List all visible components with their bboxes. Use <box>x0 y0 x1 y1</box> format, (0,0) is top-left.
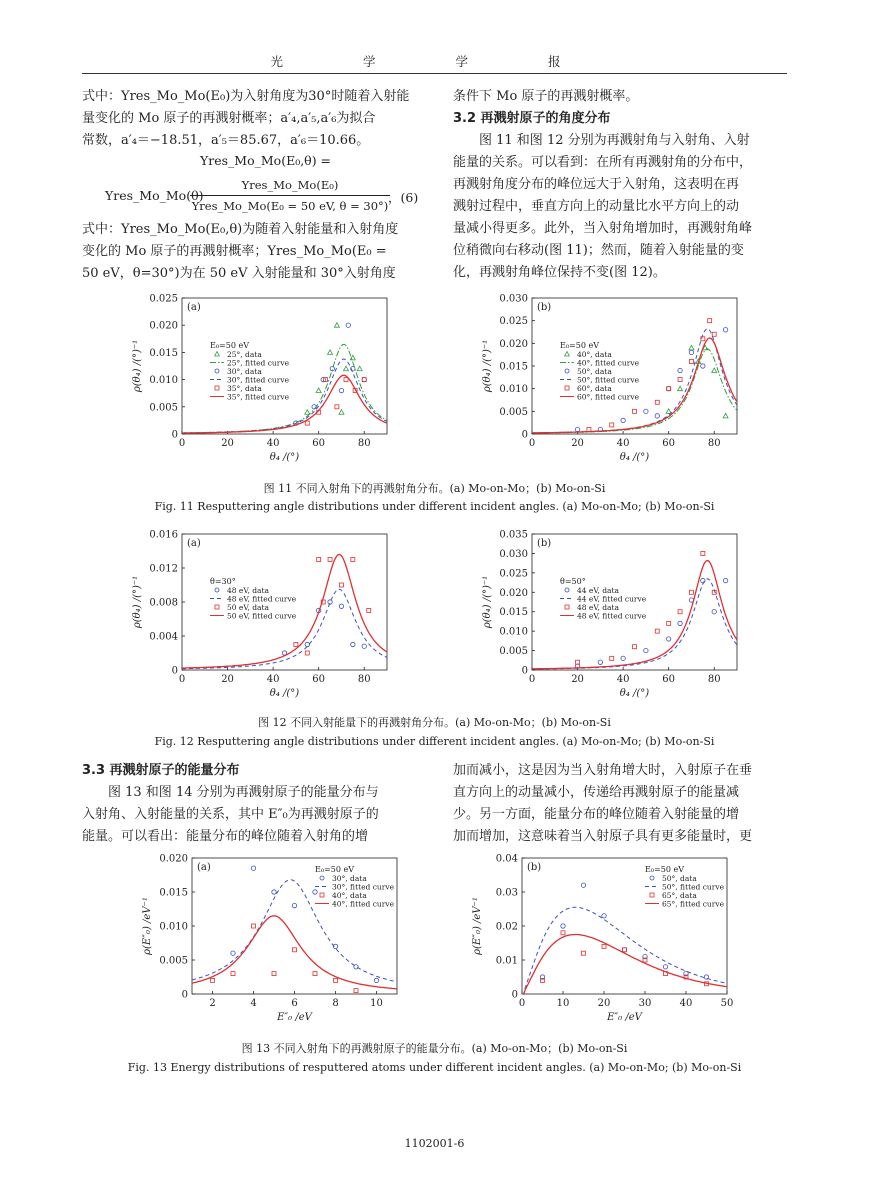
y-tick-label: 0.015 <box>159 887 188 899</box>
text-line: 入射角、入射能量的关系，其中 E″₀为再溅射原子的 <box>82 807 379 822</box>
x-tick-label: 2 <box>209 998 216 1009</box>
panel-label: (a) <box>187 302 201 313</box>
legend-swatch <box>215 369 219 373</box>
data-point <box>712 332 716 336</box>
data-point <box>292 903 296 907</box>
legend-entry: 50 eV, fitted curve <box>227 611 297 621</box>
y-tick-label: 0.025 <box>499 568 528 580</box>
data-point <box>362 377 366 381</box>
chart-12a <box>120 528 400 708</box>
y-tick-label: 0.005 <box>149 402 178 414</box>
panel-label: (a) <box>187 538 201 549</box>
text-line: 加而减小，这是因为当入射角增大时，入射原子在垂 <box>453 763 753 778</box>
right-paragraph <box>453 86 788 284</box>
figure-12-caption: 图 12 不同入射能量下的再溅射角分布。(a) Mo-on-Mo；(b) Mo-on-Si <box>258 716 611 729</box>
data-point <box>701 551 705 555</box>
data-point <box>598 660 602 664</box>
page-number: 1102001-6 <box>404 1137 465 1150</box>
y-tick-label: 0.01 <box>495 955 518 967</box>
data-point <box>305 421 309 425</box>
x-tick-label: 0 <box>528 674 536 685</box>
x-tick-label: 40 <box>266 674 280 685</box>
y-tick-label: 0 <box>171 429 178 441</box>
data-point <box>334 978 338 982</box>
data-point <box>644 648 648 652</box>
text-line: 加而增加，这意味着当入射原子具有更多能量时，更 <box>453 829 753 844</box>
data-point <box>602 944 606 948</box>
fitted-curve <box>532 338 737 433</box>
x-tick-label: 10 <box>556 998 570 1009</box>
x-tick-label: 0 <box>178 674 186 685</box>
legend-entry: 50°, fitted curve <box>662 882 725 892</box>
y-tick-label: 0.010 <box>159 921 188 933</box>
legend-title: E₀=50 eV <box>210 341 249 350</box>
text-line: 量减小得更多。此外，当入射角增加时，再溅射角峰 <box>453 221 753 236</box>
text-line: 常数，a′₄＝−18.51，a′₅＝85.67，a′₆＝10.66。 <box>82 133 370 148</box>
data-point <box>272 972 276 976</box>
data-point <box>666 409 671 414</box>
legend-swatch <box>320 893 324 897</box>
x-tick-label: 80 <box>707 674 721 685</box>
y-tick-label: 0.012 <box>149 563 178 575</box>
x-tick-label: 20 <box>597 998 611 1009</box>
data-point <box>313 890 317 894</box>
data-point <box>708 319 712 323</box>
legend-entry: 44 eV, data <box>577 586 619 595</box>
data-point <box>723 328 727 332</box>
y-tick-label: 0.008 <box>149 597 178 609</box>
legend-entry: 25°, fitted curve <box>227 358 290 368</box>
x-tick-label: 20 <box>571 674 584 685</box>
chart-12b <box>470 528 750 708</box>
y-tick-label: 0 <box>521 665 528 677</box>
section-heading-3-2: 3.2 再溅射原子的角度分布 <box>453 111 611 126</box>
data-point <box>689 345 694 350</box>
legend-entry: 65°, data <box>662 891 697 900</box>
figure-11-caption: 图 11 不同入射角下的再溅射角分布。(a) Mo-on-Mo；(b) Mo-on-Si <box>263 482 606 495</box>
text-line: 50 eV，θ=30°)为在 50 eV 入射能量和 30°入射角度 <box>82 266 396 281</box>
y-tick-label: 0 <box>511 989 518 1001</box>
x-axis-label: θ₄ /(°) <box>269 688 300 699</box>
legend-entry: 50°, data <box>577 367 612 376</box>
data-point <box>610 656 614 660</box>
y-tick-label: 0.020 <box>499 338 528 350</box>
data-point <box>316 388 321 393</box>
data-point <box>354 989 358 993</box>
data-point <box>712 610 716 614</box>
y-tick-label: 0.03 <box>495 887 518 899</box>
legend-entry: 48 eV, data <box>227 586 269 595</box>
data-point <box>339 583 343 587</box>
y-tick-label: 0.015 <box>149 347 178 359</box>
data-point <box>701 337 705 341</box>
data-point <box>344 366 349 371</box>
legend-entry: 60°, data <box>577 384 612 393</box>
x-tick-label: 0 <box>518 998 526 1009</box>
data-point <box>251 866 255 870</box>
y-tick-label: 0.015 <box>499 607 528 619</box>
x-tick-label: 60 <box>662 438 676 449</box>
data-point <box>334 323 339 328</box>
text-line: 化，再溅射角峰位保持不变(图 12)。 <box>453 265 666 280</box>
data-point <box>712 368 717 373</box>
x-tick-label: 80 <box>357 438 371 449</box>
data-point <box>655 629 659 633</box>
y-tick-label: 0.005 <box>159 955 188 967</box>
x-tick-label: 10 <box>370 998 383 1009</box>
journal-header: 光 学 学 报 <box>270 54 599 69</box>
x-axis-label: θ₄ /(°) <box>619 688 650 699</box>
left-paragraph-2 <box>82 219 417 285</box>
y-tick-label: 0.020 <box>149 320 178 332</box>
y-tick-label: 0.030 <box>499 548 528 560</box>
data-point <box>701 364 705 368</box>
data-point <box>678 368 682 372</box>
legend-swatch <box>565 369 569 373</box>
chart-13a <box>130 852 410 1032</box>
data-point <box>689 359 693 363</box>
text-line: 条件下 Mo 原子的再溅射概率。 <box>453 89 639 104</box>
fraction-bar <box>190 195 390 196</box>
x-tick-label: 40 <box>616 438 630 449</box>
legend-entry: 40°, data <box>332 891 367 900</box>
y-tick-label: 0.010 <box>149 375 178 387</box>
legend-swatch <box>215 386 219 390</box>
legend-entry: 30°, fitted curve <box>227 375 290 385</box>
x-tick-label: 20 <box>221 438 234 449</box>
data-point <box>272 890 276 894</box>
header-rule <box>82 73 787 74</box>
text-line: 式中：Yres_Mo_Mo(E₀,θ)为随着入射能量和入射角度 <box>82 222 399 237</box>
text-line: 能量的关系。可以看到：在所有再溅射角的分布中， <box>453 155 753 170</box>
data-point <box>678 378 682 382</box>
legend-swatch <box>320 876 324 880</box>
data-point <box>655 414 659 418</box>
y-tick-label: 0.025 <box>499 316 528 328</box>
data-point <box>344 378 348 382</box>
data-point <box>252 924 256 928</box>
legend-entry: 60°, fitted curve <box>577 392 640 402</box>
equation-line-top: Yres_Mo_Mo(E₀,θ) = <box>200 153 332 168</box>
data-point <box>305 642 309 646</box>
legend-swatch <box>650 876 654 880</box>
data-point <box>317 558 321 562</box>
data-point <box>346 323 350 327</box>
data-point <box>231 951 235 955</box>
x-tick-label: 6 <box>291 998 298 1009</box>
fitted-curve <box>522 935 727 995</box>
legend-entry: 48 eV, fitted curve <box>577 611 647 621</box>
section-3-3-right <box>453 760 788 848</box>
x-axis-label: θ₄ /(°) <box>619 452 650 463</box>
text-line: 图 11 和图 12 分别为再溅射角与入射角、入射 <box>479 133 750 148</box>
x-axis-label: θ₄ /(°) <box>269 452 300 463</box>
legend-entry: 40°, fitted curve <box>577 358 640 368</box>
data-point <box>689 350 693 354</box>
data-point <box>211 978 215 982</box>
legend-swatch <box>565 588 569 592</box>
data-point <box>582 951 586 955</box>
data-point <box>305 651 309 655</box>
text-line: 位稍微向右移动(图 11)；然而，随着入射能量的变 <box>453 243 744 258</box>
legend-entry: 48 eV, data <box>577 603 619 612</box>
panel-label: (b) <box>537 538 552 549</box>
x-tick-label: 60 <box>312 438 326 449</box>
fitted-curve <box>192 916 397 989</box>
legend-title: θ=30° <box>210 577 236 586</box>
legend-entry: 65°, fitted curve <box>662 899 725 909</box>
y-tick-label: 0.030 <box>499 293 528 305</box>
panel-label: (b) <box>537 302 552 313</box>
data-point <box>328 350 333 355</box>
data-point <box>667 621 671 625</box>
legend-title: θ=50° <box>560 577 586 586</box>
x-tick-label: 60 <box>312 674 326 685</box>
y-tick-label: 0.02 <box>495 921 518 933</box>
legend-swatch <box>650 893 654 897</box>
y-tick-label: 0 <box>171 665 178 677</box>
legend-swatch <box>565 352 570 357</box>
text-line: 少。另一方面，能量分布的峰位随着入射能量的增 <box>453 807 740 822</box>
data-point <box>561 924 565 928</box>
legend-entry: 35°, fitted curve <box>227 392 290 402</box>
legend-entry: 25°, data <box>227 350 262 359</box>
legend-title: E₀=50 eV <box>645 865 684 874</box>
y-tick-label: 0 <box>181 989 188 1001</box>
legend-swatch <box>215 588 219 592</box>
x-tick-label: 50 <box>720 998 734 1009</box>
equation-denominator: Yres_Mo_Mo(E₀ = 50 eV, θ = 30°) <box>191 199 389 213</box>
x-tick-label: 40 <box>616 674 630 685</box>
data-point <box>723 578 727 582</box>
x-tick-label: 80 <box>357 674 371 685</box>
y-tick-label: 0.04 <box>495 853 518 865</box>
x-tick-label: 8 <box>332 998 339 1009</box>
legend-entry: 50 eV, data <box>227 603 269 612</box>
panel-label: (b) <box>527 862 542 873</box>
text-line: 溅射过程中，垂直方向上的动量比水平方向上的动 <box>453 199 740 214</box>
data-point <box>339 410 344 415</box>
data-point <box>339 388 343 392</box>
data-point <box>723 413 728 418</box>
chart-11b <box>470 292 750 472</box>
data-point <box>581 883 585 887</box>
figure-13-caption: 图 13 不同入射角下的再溅射原子的能量分布。(a) Mo-on-Mo；(b) Mo-on-Si <box>241 1042 628 1055</box>
legend-entry: 48 eV, fitted curve <box>227 594 297 604</box>
data-point <box>655 400 659 404</box>
data-point <box>633 645 637 649</box>
data-point <box>689 590 693 594</box>
y-tick-label: 0.005 <box>499 646 528 658</box>
x-tick-label: 0 <box>528 438 536 449</box>
x-tick-label: 40 <box>679 998 693 1009</box>
legend-entry: 40°, data <box>577 350 612 359</box>
text-line: 图 13 和图 14 分别为再溅射原子的能量分布与 <box>108 785 379 800</box>
data-point <box>602 914 606 918</box>
legend-entry: 30°, data <box>332 874 367 883</box>
data-point <box>335 405 339 409</box>
x-axis-label: E″₀ /eV <box>277 1012 312 1023</box>
x-tick-label: 80 <box>707 438 721 449</box>
data-point <box>305 410 310 415</box>
data-point <box>231 972 235 976</box>
left-paragraph-1 <box>82 86 417 152</box>
legend-entry: 35°, data <box>227 384 262 393</box>
x-tick-label: 30 <box>638 998 652 1009</box>
legend-entry: 40°, fitted curve <box>332 899 395 909</box>
equation-numerator: Yres_Mo_Mo(E₀) <box>241 178 339 192</box>
section-heading-3-3: 3.3 再溅射原子的能量分布 <box>82 763 240 778</box>
data-point <box>294 643 298 647</box>
legend-entry: 30°, data <box>227 367 262 376</box>
text-line: 式中：Yres_Mo_Mo(E₀)为入射角度为30°时随着入射能 <box>82 89 410 104</box>
data-point <box>351 558 355 562</box>
section-3-3-left <box>82 760 417 848</box>
legend-entry: 30°, fitted curve <box>332 882 395 892</box>
text-line: 量变化的 Mo 原子的再溅射概率；a′₄,a′₅,a′₆为拟合 <box>82 111 376 126</box>
x-tick-label: 20 <box>221 674 234 685</box>
y-axis-label: ρ(θ₄) /(°)⁻¹ <box>482 339 493 393</box>
data-point <box>362 644 366 648</box>
y-axis-label: ρ(E″₀) /eV⁻¹ <box>472 897 483 955</box>
legend-title: E₀=50 eV <box>560 341 599 350</box>
figure-11-caption-en: Fig. 11 Resputtering angle distributions under different incident angles. (a) Mo-on-Mo; (b) Mo-on-Si <box>154 500 715 513</box>
x-tick-label: 40 <box>266 438 280 449</box>
data-point <box>374 978 378 982</box>
data-point <box>357 366 362 371</box>
legend-entry: 50°, fitted curve <box>577 375 640 385</box>
figure-12-caption-en: Fig. 12 Resputtering angle distributions under different incident angles. (a) Mo-on-Mo; (b) Mo-on-Si <box>154 735 715 748</box>
legend-swatch <box>215 352 220 357</box>
data-point <box>293 948 297 952</box>
legend-entry: 50°, data <box>662 874 697 883</box>
data-point <box>621 656 625 660</box>
data-point <box>339 604 343 608</box>
text-line: 直方向上的动量减小，传递给再溅射原子的能量减 <box>453 785 740 800</box>
y-tick-label: 0.025 <box>149 293 178 305</box>
y-axis-label: ρ(θ₄) /(°)⁻¹ <box>132 339 143 393</box>
y-tick-label: 0 <box>521 429 528 441</box>
data-point <box>561 931 565 935</box>
data-point <box>666 386 670 390</box>
legend-swatch <box>565 386 569 390</box>
y-tick-label: 0.020 <box>499 587 528 599</box>
x-tick-label: 0 <box>178 438 186 449</box>
x-tick-label: 20 <box>571 438 584 449</box>
data-point <box>663 965 667 969</box>
legend-title: E₀=50 eV <box>315 865 354 874</box>
data-point <box>610 423 614 427</box>
equation-number: ，(6) <box>388 190 419 205</box>
text-line: 能量。可以看出：能量分布的峰位随着入射角的增 <box>82 829 369 844</box>
figure-13-caption-en: Fig. 13 Energy distributions of resputtered atoms under different incident angles. (a) Mo-on-Mo; (b) Mo-on-Si <box>127 1061 742 1074</box>
legend-swatch <box>215 605 219 609</box>
y-tick-label: 0.004 <box>149 631 178 643</box>
y-tick-label: 0.010 <box>499 384 528 396</box>
y-axis-label: ρ(E″₀) /eV⁻¹ <box>142 897 153 955</box>
y-tick-label: 0.016 <box>149 529 178 541</box>
data-point <box>367 609 371 613</box>
legend-swatch <box>565 605 569 609</box>
chart-13b <box>460 852 740 1032</box>
data-point <box>678 621 682 625</box>
data-point <box>633 409 637 413</box>
legend-entry: 44 eV, fitted curve <box>577 594 647 604</box>
x-tick-label: 4 <box>250 998 257 1009</box>
data-point <box>644 409 648 413</box>
fitted-curve <box>532 579 737 669</box>
y-axis-label: ρ(θ₄) /(°)⁻¹ <box>482 575 493 629</box>
x-axis-label: E″₀ /eV <box>607 1012 642 1023</box>
y-axis-label: ρ(θ₄) /(°)⁻¹ <box>132 575 143 629</box>
data-point <box>678 610 682 614</box>
data-point <box>678 386 683 391</box>
panel-label: (a) <box>197 862 211 873</box>
data-point <box>351 642 355 646</box>
data-point <box>622 948 626 952</box>
text-line: 变化的 Mo 原子的再溅射概率；Yres_Mo_Mo(E₀ = <box>82 244 387 259</box>
chart-11a <box>120 292 400 472</box>
y-tick-label: 0.005 <box>499 406 528 418</box>
data-point <box>666 637 670 641</box>
y-tick-label: 0.035 <box>499 529 528 541</box>
y-tick-label: 0.015 <box>499 361 528 373</box>
data-point <box>621 418 625 422</box>
data-point <box>313 972 317 976</box>
y-tick-label: 0.020 <box>159 853 188 865</box>
data-point <box>328 558 332 562</box>
y-tick-label: 0.010 <box>499 626 528 638</box>
equation-lhs: Yres_Mo_Mo(θ) <box>105 188 204 203</box>
x-tick-label: 60 <box>662 674 676 685</box>
text-line: 再溅射角度分布的峰位远大于入射角，这表明在再 <box>453 177 740 192</box>
